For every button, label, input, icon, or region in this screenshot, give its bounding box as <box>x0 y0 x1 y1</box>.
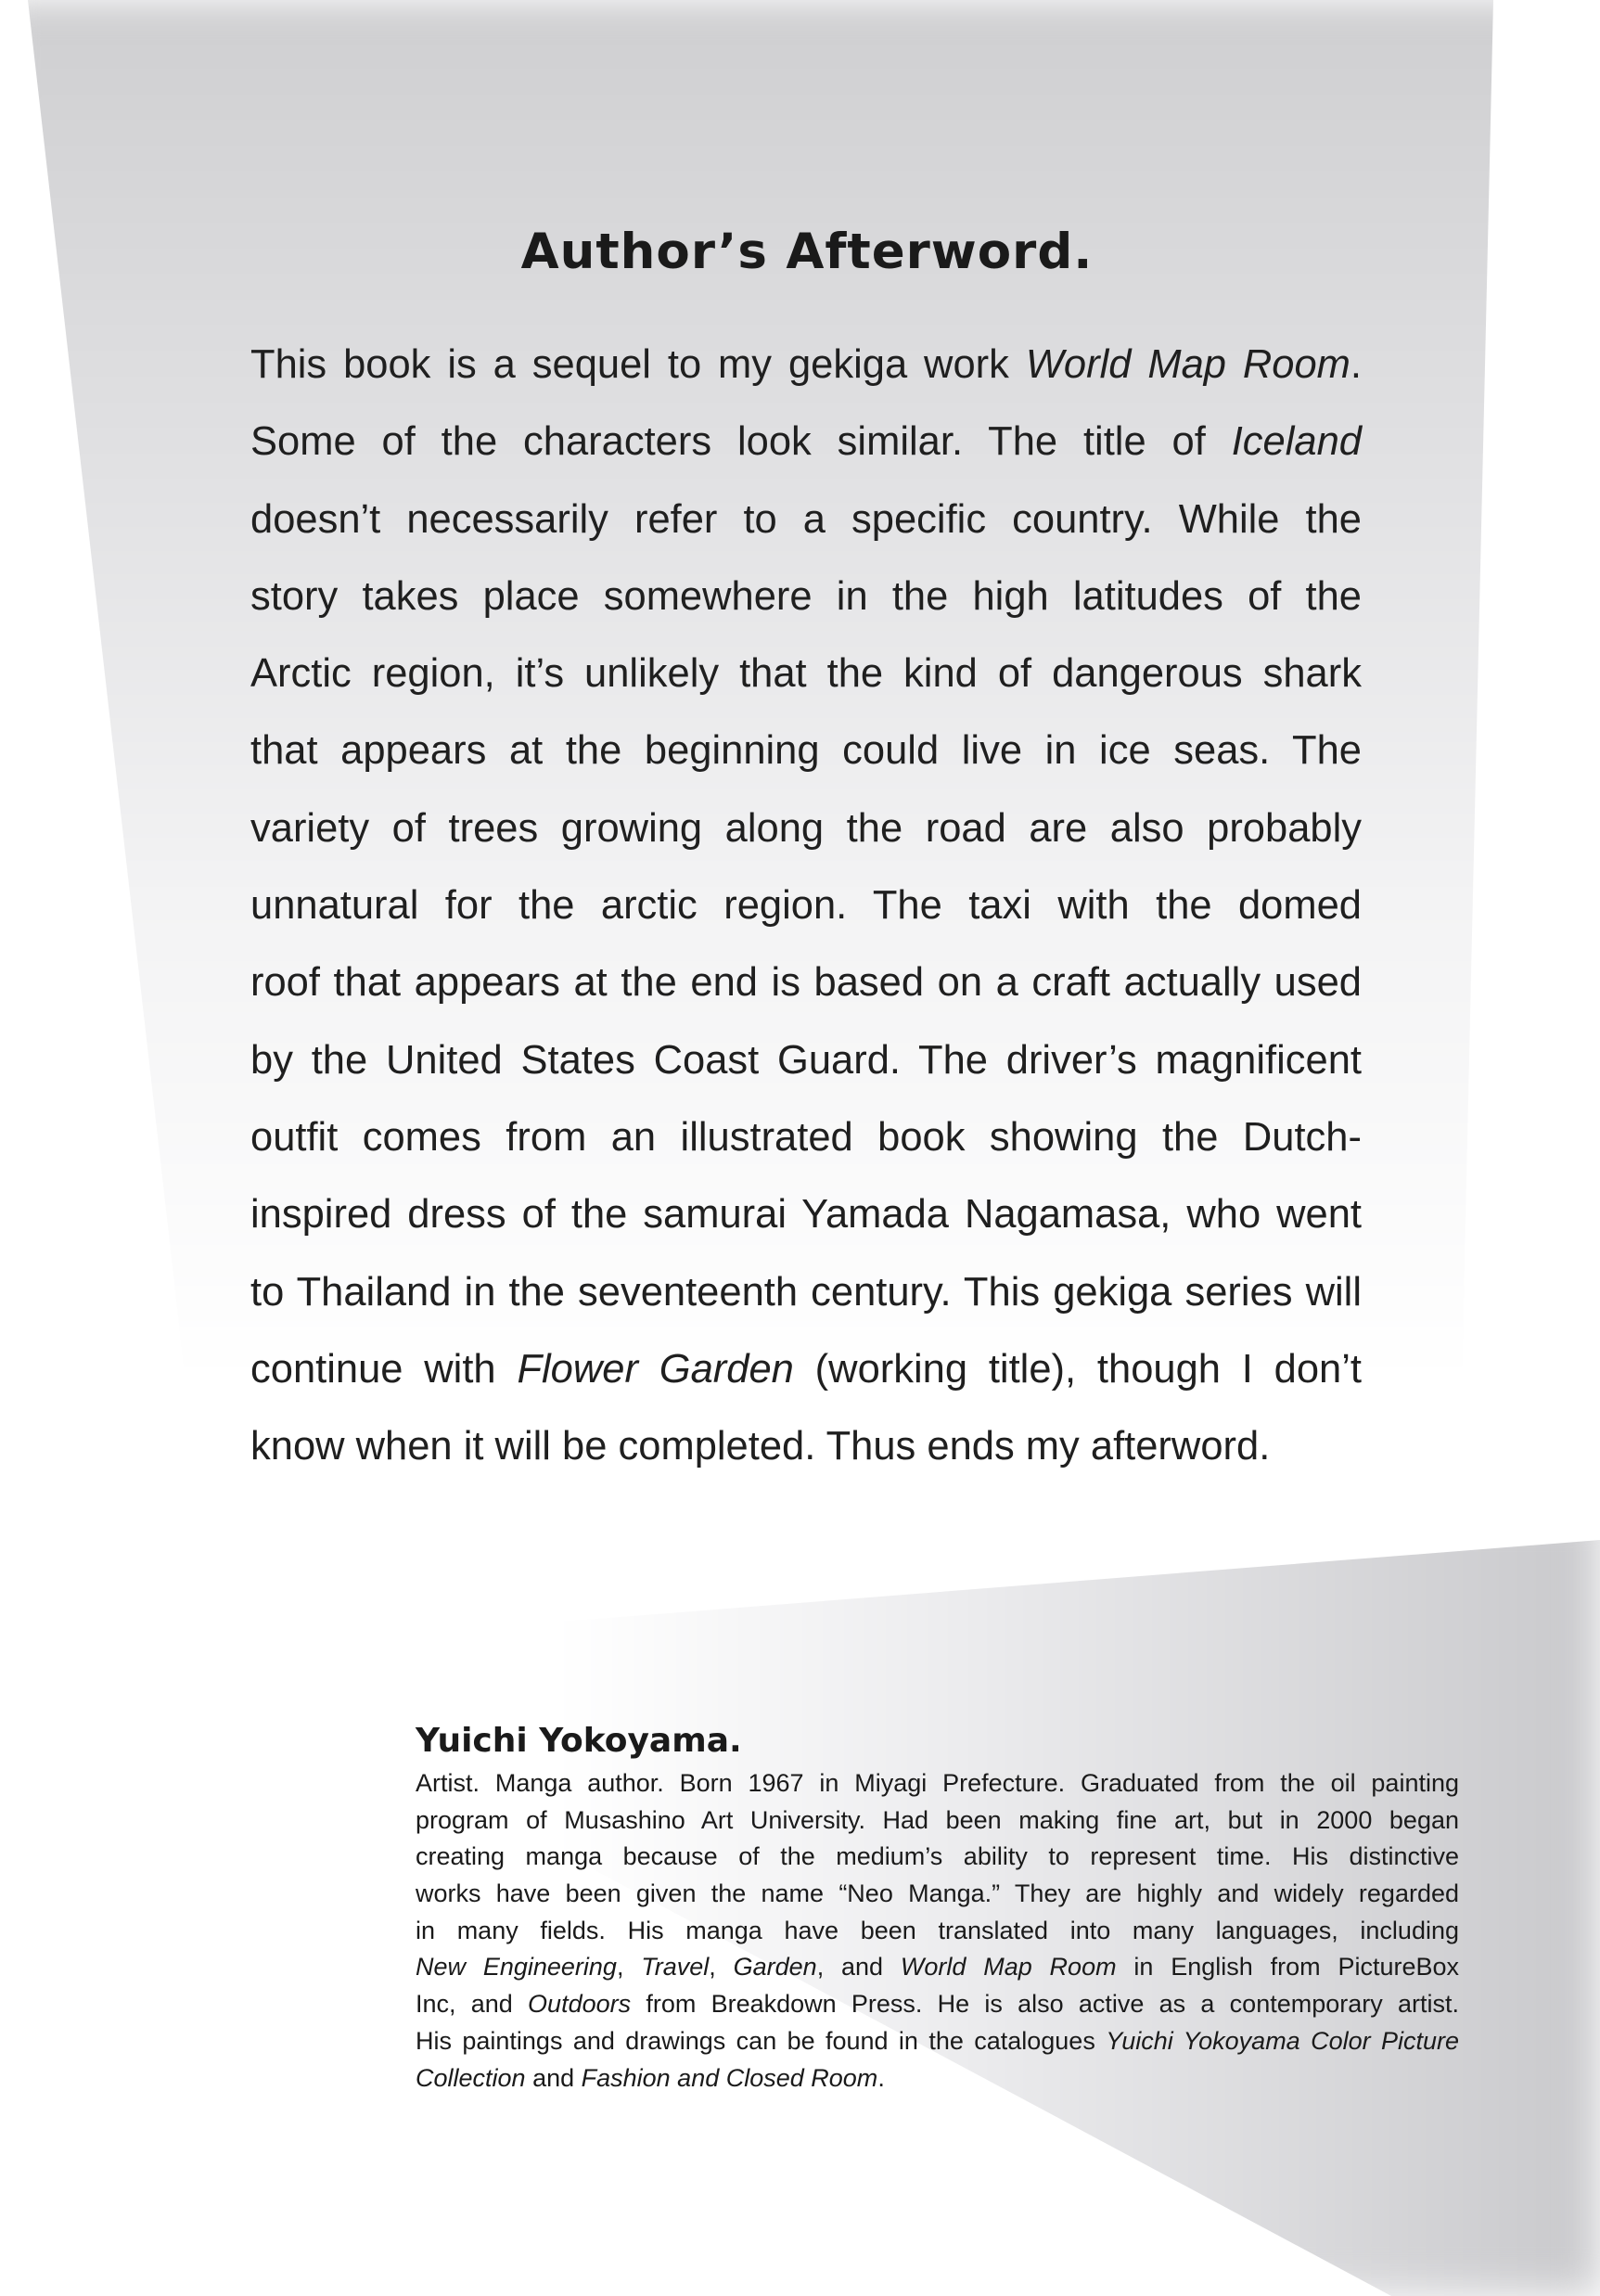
bio-line: program of Musashino Art University. Had been making fine art, but in 2000 began <box>416 1805 1459 1834</box>
afterword-line: that appears at the beginning could live in ice seas. The <box>250 728 1362 774</box>
bio-line: in many fields. His manga have been translated into many languages, including <box>416 1916 1459 1944</box>
afterword-line: Arctic region, it’s unlikely that the kind of dangerous shark <box>250 651 1362 697</box>
italic-title: Yuichi Yokoyama Color Picture <box>1106 2026 1460 2055</box>
afterword-line: roof that appears at the end is based on a craft actually used <box>250 960 1362 1006</box>
italic-title: Collection <box>416 2063 526 2092</box>
afterword-line: unnatural for the arctic region. The taxi with the domed <box>250 883 1362 929</box>
afterword-line: doesn’t necessarily refer to a specific country. While the <box>250 496 1362 542</box>
italic-title: Outdoors <box>528 1990 632 2019</box>
author-name: Yuichi Yokoyama. <box>416 1722 742 1760</box>
afterword-line: variety of trees growing along the road are also probably <box>250 805 1362 851</box>
bio-line: creating manga because of the medium’s ability to represent time. His distinctive <box>416 1842 1459 1871</box>
bio-line: Artist. Manga author. Born 1967 in Miyagi Prefecture. Graduated from the oil painting <box>416 1769 1459 1797</box>
afterword-line: by the United States Coast Guard. The driver’s magnificent <box>250 1037 1362 1083</box>
afterword-line: inspired dress of the samurai Yamada Nagamasa, who went <box>250 1192 1362 1238</box>
afterword-line: know when it will be completed. Thus ends my afterword. <box>250 1424 1271 1469</box>
afterword-body <box>250 327 1362 1485</box>
italic-title: World Map Room <box>1025 342 1350 387</box>
italic-title: New Engineering <box>416 1953 617 1982</box>
bio-line: New Engineering, Travel, Garden, and World Map Room in English from PictureBox <box>416 1953 1459 1982</box>
bio-line: His paintings and drawings can be found in the catalogues Yuichi Yokoyama Color Picture <box>416 2026 1460 2055</box>
afterword-line: outfit comes from an illustrated book showing the Dutch- <box>250 1114 1362 1160</box>
afterword-line: Some of the characters look similar. The title of Iceland <box>250 419 1362 465</box>
bio-line: Collection and Fashion and Closed Room. <box>416 2063 885 2092</box>
afterword-line: story takes place somewhere in the high latitudes of the <box>250 573 1362 619</box>
author-bio <box>416 1721 1459 2097</box>
italic-title: Flower Garden <box>517 1346 794 1392</box>
afterword-line: continue with Flower Garden (working title), though I don’t <box>250 1346 1362 1392</box>
page-title: Author’s Afterword. <box>520 223 1094 280</box>
italic-title: Garden <box>733 1953 817 1982</box>
afterword-line: This book is a sequel to my gekiga work World Map Room. <box>250 342 1362 387</box>
italic-title: Fashion and Closed Room <box>581 2063 878 2092</box>
author-bio-text <box>416 1765 1459 2097</box>
afterword-line: to Thailand in the seventeenth century. This gekiga series will <box>250 1269 1362 1315</box>
italic-title: Travel <box>641 1953 710 1982</box>
bio-line: works have been given the name “Neo Manga.” They are highly and widely regarded <box>416 1879 1459 1908</box>
italic-title: World Map Room <box>900 1953 1117 1982</box>
bio-line: Inc, and Outdoors from Breakdown Press. He is also active as a contemporary artist. <box>416 1990 1459 2019</box>
italic-title: Iceland <box>1231 419 1362 465</box>
